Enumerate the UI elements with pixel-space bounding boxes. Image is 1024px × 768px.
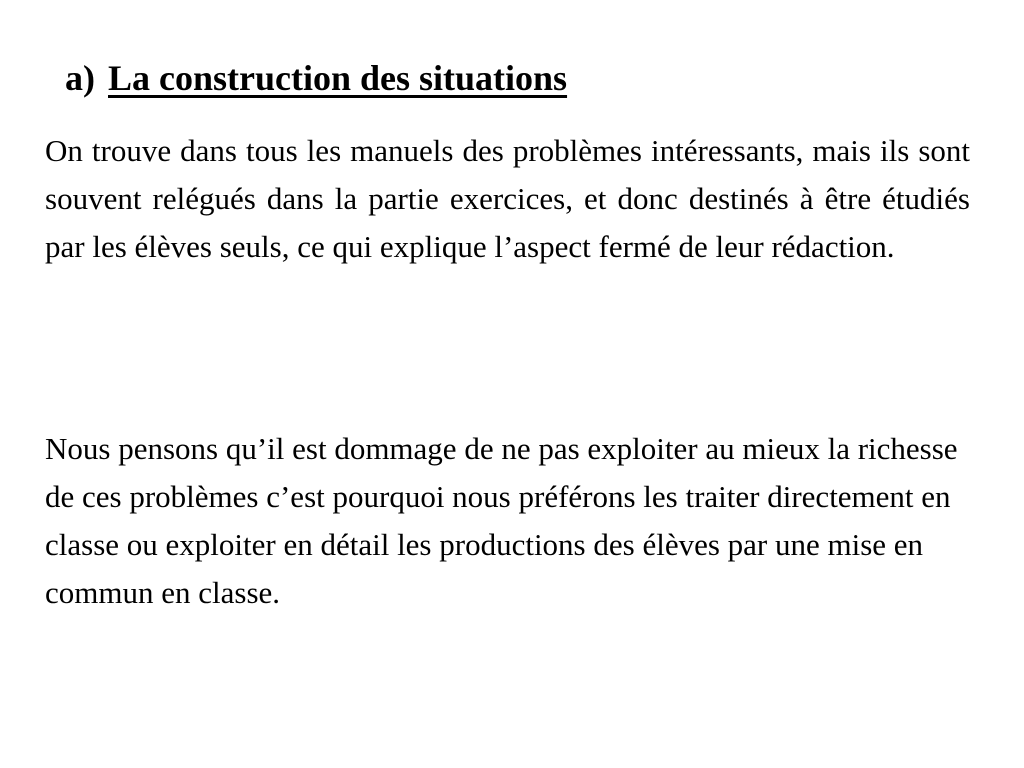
section-title: La construction des situations bbox=[108, 58, 568, 98]
section-marker: a) bbox=[65, 58, 95, 98]
section-heading bbox=[65, 54, 567, 102]
paragraph-2: Nous pensons qu’il est dommage de ne pas exploiter au mieux la richesse de ces problèmes c’est pourquoi nous préférons les traiter directement en classe ou exploiter en détail les productions des élèves par une mise en commun en classe. bbox=[45, 431, 958, 610]
paragraph-1: On trouve dans tous les manuels des problèmes intéressants, mais ils sont souvent relégués dans la partie exercices, et donc destinés à être étudiés par les élèves seuls, ce qui explique l’aspect fermé de leur rédaction. bbox=[45, 133, 970, 264]
